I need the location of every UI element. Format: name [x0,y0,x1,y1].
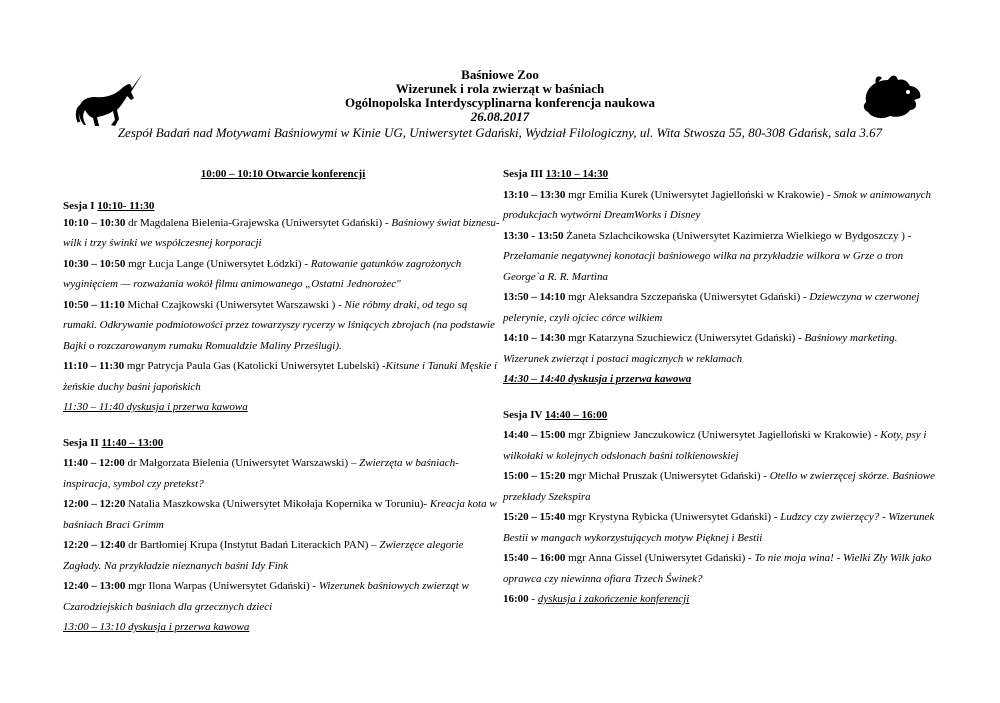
talk-item [63,535,503,576]
talk-speaker: mgr Krystyna Rybicka (Uniwersytet Gdański) - [565,511,781,523]
talk-speaker: mgr Anna Gissel (Uniwersytet Gdański) - [565,552,755,564]
session-label: Sesja II [63,436,102,449]
talk-time: 13:10 – 13:30 [503,188,566,201]
program-right-column [503,164,943,610]
talk-title: Przełamanie negatywnej konotacji baśniowego wilka na przykładzie wilkora w Grze o tron George`a R. R. Martina [503,250,904,283]
session-4-heading [503,405,943,426]
separator: - [528,593,538,605]
talk-time: 10:10 – 10:30 [63,216,126,229]
talk-time: 13:30 - 13:50 [503,229,564,242]
talk-time: 11:40 – 12:00 [63,457,125,469]
talk-title: Ludzcy czy zwierzęcy? - Wizerunek Bestii w mangach wykorzystujących motyw Pięknej i Bestii [503,511,935,544]
break-line: 13:00 – 13:10 dyskusja i przerwa kawowa [63,621,250,633]
talk-speaker: mgr Michał Pruszak (Uniwersytet Gdański) - [565,470,770,482]
program-left-column [63,164,503,638]
talk-speaker: mgr Patrycja Paula Gas (Katolicki Uniwersytet Lubelski) - [124,360,386,372]
talk-title: Baśniowy świat biznesu- wilk i trzy świnki we współczesnej korporacji [63,216,500,249]
talk-title: Kitsune i Tanuki Męskie i żeńskie duchy baśni japońskich [63,360,498,393]
session-label: Sesja I [63,199,98,212]
talk-item [63,295,503,357]
talk-time: 15:00 – 15:20 [503,470,566,482]
document-header [0,68,1000,140]
talk-title: Ratowanie gatunków zagrożonych wyginięciem — rozważania wokół filmu animowanego „Ostatni Jednorożec" [63,257,462,290]
session-time: 13:10 – 14:30 [545,168,609,180]
talk-speaker: dr Magdalena Bielenia-Grajewska (Uniwersytet Gdański) - [125,216,392,229]
talk-time: 14:40 – 15:00 [503,429,566,441]
talk-speaker: dr Bartłomiej Krupa (Instytut Badań Literackich PAN) – [125,539,380,551]
talk-speaker: Żaneta Szlachcikowska (Uniwersytet Kazimierza Wielkiego w Bydgoszczy ) - [563,229,912,242]
talk-title: Zwierzęta w baśniach- inspiracja, symbol czy pretekst? [63,457,459,490]
talk-time: 12:40 – 13:00 [63,580,126,592]
talk-time: 11:10 – 11:30 [63,360,125,372]
talk-speaker: mgr Aleksandra Szczepańska (Uniwersytet Gdański) - [565,291,810,303]
session-1-heading [63,200,503,213]
opening-line: 10:00 – 10:10 Otwarcie konferencji [200,168,366,180]
session-2-heading [63,433,503,454]
event-theme: Wizerunek i rola zwierząt w baśniach [395,81,605,96]
talk-item [63,356,503,397]
talk-title: Dziewczyna w czerwonej pelerynie, czyli ojciec córce wilkiem [503,291,920,324]
session-time: 11:40 – 13:00 [101,436,164,449]
talk-speaker: mgr Ilona Warpas (Uniwersytet Gdański) - [125,580,319,592]
talk-speaker: dr Małgorzata Bielenia (Uniwersytet Warszawski) – [124,457,360,469]
talk-speaker: mgr Katarzyna Szuchiewicz (Uniwersytet Gdański) - [565,332,805,344]
talk-time: 10:30 – 10:50 [63,257,126,270]
session-time: 10:10- 11:30 [97,199,155,212]
talk-time: 16:00 [503,593,529,605]
break-line: 14:30 – 14:40 dyskusja i przerwa kawowa [503,373,692,385]
talk-title: Zwierzęce alegorie Zagłady. Na przykładzie nieznanych baśni Idy Fink [63,539,464,572]
talk-speaker: mgr Zbigniew Janczukowicz (Uniwersytet Jagielloński w Krakowie) - [565,429,881,441]
talk-item [503,548,943,589]
talk-speaker: mgr Emilia Kurek (Uniwersytet Jagielloński w Krakowie) - [565,188,834,201]
talk-item [63,576,503,617]
session-label: Sesja IV [503,408,545,421]
talk-time: 13:50 – 14:10 [503,291,566,303]
talk-item [503,226,943,288]
talk-item [63,254,503,295]
talk-time: 15:20 – 15:40 [503,511,566,523]
session-3-heading [503,164,943,185]
event-date: 26.08.2017 [470,109,530,124]
talk-item [503,328,943,369]
talk-item [63,213,503,254]
talk-title: Koty, psy i wilkołaki w kolejnych odsłonach baśni tolkienowskiej [503,429,927,462]
closing-line [503,589,943,610]
talk-item [503,466,943,507]
talk-speaker: Natalia Maszkowska (Uniwersytet Mikołaja Kopernika w Toruniu)- [125,498,430,510]
talk-speaker: Michał Czajkowski (Uniwersytet Warszawski ) - [124,298,345,311]
session-label: Sesja III [503,168,546,180]
talk-time: 12:00 – 12:20 [63,498,126,510]
talk-title: Kreacja kota w baśniach Braci Grimm [63,498,497,531]
talk-title: Baśniowy marketing. Wizerunek zwierząt i postaci magicznych w reklamach [503,332,898,365]
talk-time: 15:40 – 16:00 [503,552,566,564]
talk-time: 10:50 – 11:10 [63,298,125,311]
talk-item [503,425,943,466]
talk-item [503,185,943,226]
talk-item [63,494,503,535]
break-line: 11:30 – 11:40 dyskusja i przerwa kawowa [63,401,248,413]
event-type: Ogólnopolska Interdyscyplinarna konferencja naukowa [344,95,655,110]
talk-speaker: mgr Łucja Lange (Uniwersytet Łódzki) - [125,257,311,270]
talk-time: 12:20 – 12:40 [63,539,126,551]
session-time: 14:40 – 16:00 [544,408,608,421]
talk-title: Otello w zwierzęcej skórze. Baśniowe przekłady Szekspira [503,470,935,503]
closing-text: dyskusja i zakończenie konferencji [537,593,690,605]
event-name: Baśniowe Zoo [461,67,539,82]
event-venue: Zespół Badań nad Motywami Baśniowymi w Kinie UG, Uniwersytet Gdański, Wydział Filologiczny, ul. Wita Stwosza 55, 80-308 Gdańsk, sala 3.67 [117,125,883,140]
talk-item [63,453,503,494]
talk-time: 14:10 – 14:30 [503,332,566,344]
talk-title: Smok w animowanych produkcjach wytwórni DreamWorks i Disney [503,188,931,221]
talk-item [503,507,943,548]
talk-title: To nie moja wina! - Wielki Zły Wilk jako oprawca czy niewinna ofiara Trzech Świnek? [503,552,932,585]
talk-title: Nie róbmy draki, od tego są rumaki. Odkrywanie podmiotowości przez towarzyszy rycerzy w lśniących zbrojach (na podstawie Bajki o rozczarowanym rumaku Romualdzie Maliny Prześlugi). [63,298,495,352]
talk-title: Wizerunek baśniowych zwierząt w Czarodziejskich baśniach dla grzecznych dzieci [63,580,469,613]
talk-item [503,287,943,328]
